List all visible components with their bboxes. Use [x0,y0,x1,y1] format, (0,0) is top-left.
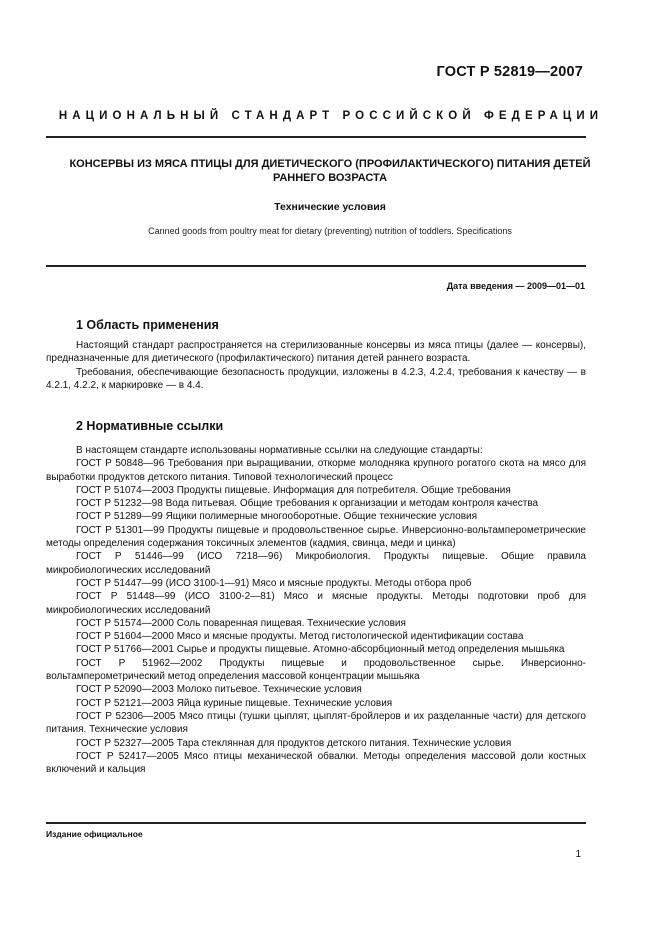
edition-label: Издание официальное [46,829,143,839]
document-code: ГОСТ Р 52819—2007 [436,64,583,80]
english-title: Canned goods from poultry meat for dietary (preventing) nutrition of toddlers. Specifications [148,226,512,236]
reference-item: ГОСТ Р 52306—2005 Мясо птицы (тушки цыплят, цыплят-бройлеров и их разделанные части) для детского питания. Технические условия [46,710,586,736]
introduction-date: Дата введения — 2009—01—01 [446,281,585,291]
reference-item: ГОСТ Р 51574—2000 Соль поваренная пищевая. Технические условия [76,617,406,629]
section-heading: 1 Область применения [76,318,219,332]
title-line-1: КОНСЕРВЫ ИЗ МЯСА ПТИЦЫ ДЛЯ ДИЕТИЧЕСКОГО (ПРОФИЛАКТИЧЕСКОГО) ПИТАНИЯ ДЕТЕЙ [69,158,591,170]
reference-item: ГОСТ Р 51301—99 Продукты пищевые и продовольственное сырье. Инверсионно-вольтамперометрические методы определения содержания токсичных элементов (кадмия, свинца, меди и цинка) [46,524,586,550]
document-title [60,157,600,185]
paragraph: Требования, обеспечивающие безопасность продукции, изложены в 4.2.3, 4.2.4, требования к качеству — в 4.2.1, 4.2.2, к маркировке — в 4.4. [46,366,586,391]
reference-item: ГОСТ Р 52327—2005 Тара стеклянная для продуктов детского питания. Технические условия [76,737,512,749]
section-scope [46,318,586,392]
reference-item: ГОСТ Р 51448—99 (ИСО 3100-2—81) Мясо и мясные продукты. Методы подготовки проб для микробиологических исследований [46,591,586,616]
reference-item: ГОСТ Р 51962—2002 Продукты пищевые и продовольственное сырье. Инверсионно-вольтамперометрический метод определения массовой концентрации мышьяка [46,657,586,683]
reference-item: ГОСТ Р 51447—99 (ИСО 3100-1—91) Мясо и мясные продукты. Методы отбора проб [76,577,472,589]
reference-item: ГОСТ Р 52417—2005 Мясо птицы механической обвалки. Методы определения массовой доли костных включений и кальция [46,750,586,776]
document-subtitle: Технические условия [274,201,386,213]
reference-item: ГОСТ Р 51289—99 Ящики полимерные многооборотные. Общие технические условия [76,511,478,523]
reference-item: ГОСТ Р 51232—98 Вода питьевая. Общие требования к организации и методам контроля качества [76,498,539,510]
reference-item: ГОСТ Р 51074—2003 Продукты пищевые. Информация для потребителя. Общие требования [76,484,511,496]
section-references-heading [46,419,586,433]
reference-item: ГОСТ Р 51446—99 (ИСО 7218—96) Микробиология. Продукты пищевые. Общие правила микробиологических исследований [46,551,586,576]
footer-divider [46,822,586,824]
references-intro: В настоящем стандарте использованы нормативные ссылки на следующие стандарты: [76,445,483,456]
paragraph: Настоящий стандарт распространяется на стерилизованные консервы из мяса птицы (далее — консервы), предназначенные для диетического (профилактического) питания детей раннего возраста. [46,340,586,365]
reference-item: ГОСТ Р 52121—2003 Яйца куриные пищевые. Технические условия [76,697,393,709]
reference-item: ГОСТ Р 50848—96 Требования при выращивании, откорме молодняка крупного рогатого скота на мясо для выработки продуктов детского питания. Типовой технологический процесс [46,458,586,483]
page-number: 1 [575,849,581,860]
middle-divider [46,265,586,267]
national-standard-banner: НАЦИОНАЛЬНЫЙ СТАНДАРТ РОССИЙСКОЙ ФЕДЕРАЦИИ [58,110,604,122]
title-line-2: РАННЕГО ВОЗРАСТА [272,172,388,184]
section-heading: 2 Нормативные ссылки [76,419,224,433]
reference-item: ГОСТ Р 51604—2000 Мясо и мясные продукты. Метод гистологической идентификации состава [76,631,524,643]
top-divider [46,136,586,138]
reference-item: ГОСТ Р 51766—2001 Сырье и продукты пищевые. Атомно-абсорбционный метод определения мышьяка [76,644,565,656]
reference-item: ГОСТ Р 52090—2003 Молоко питьевое. Технические условия [76,684,362,696]
references-list [46,444,586,776]
